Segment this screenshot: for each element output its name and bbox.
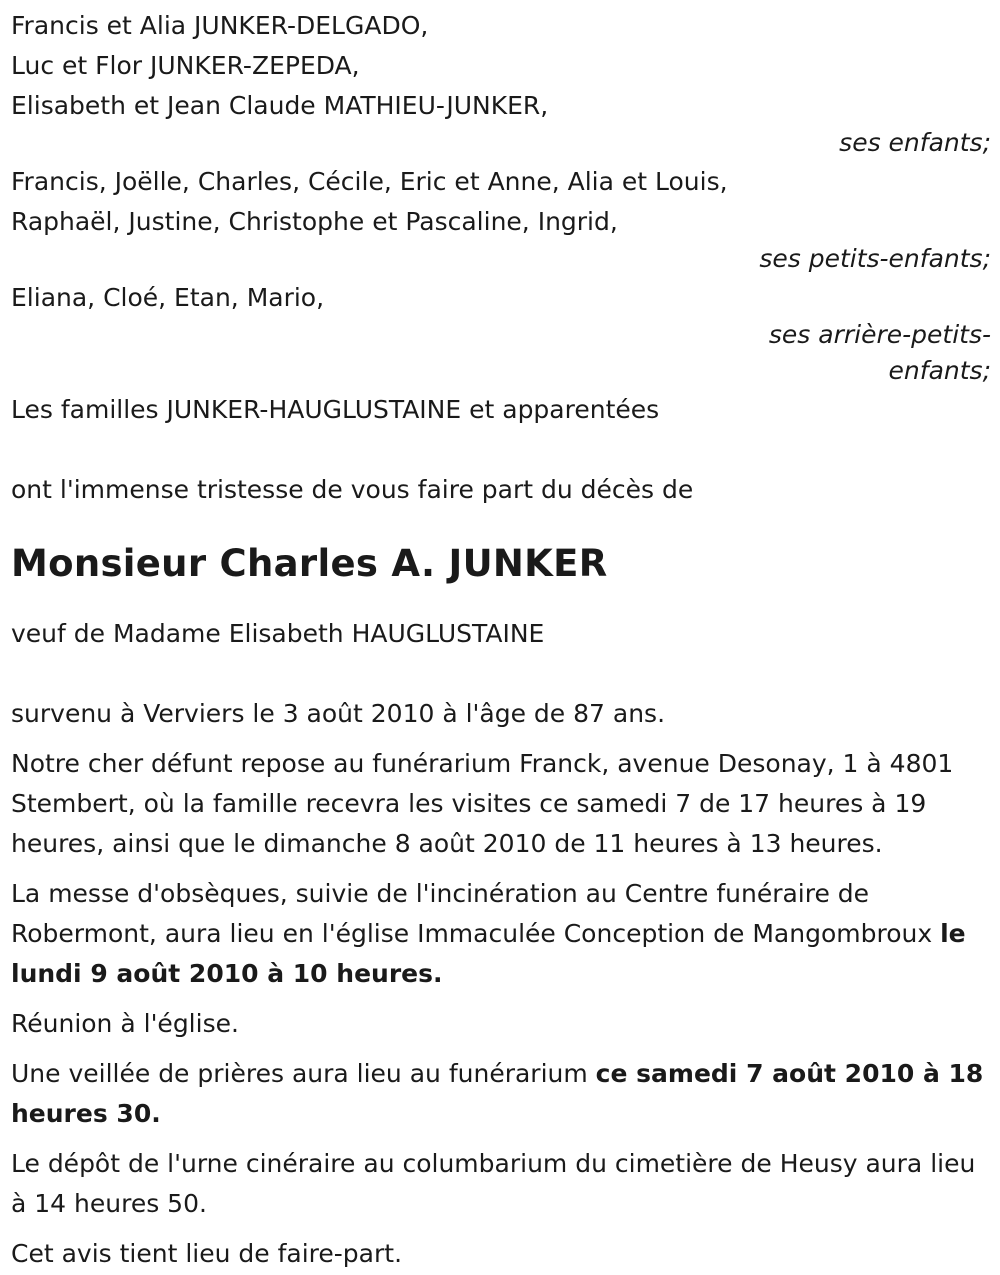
children-line-2: Luc et Flor JUNKER-ZEPEDA, — [11, 51, 360, 80]
announcement: ont l'immense tristesse de vous faire part du décès de — [11, 475, 694, 504]
closing-note: Cet avis tient lieu de faire-part. — [11, 1239, 403, 1268]
great-grandchildren-line: Eliana, Cloé, Etan, Mario, — [11, 283, 325, 312]
mass-info — [11, 874, 991, 994]
families-line: Les familles JUNKER-HAUGLUSTAINE et apparentées — [11, 395, 660, 424]
children-line-1: Francis et Alia JUNKER-DELGADO, — [11, 11, 429, 40]
meeting-info: Réunion à l'église. — [11, 1009, 239, 1038]
grandchildren-line-2: Raphaël, Justine, Christophe et Pascaline, Ingrid, — [11, 207, 618, 236]
mass-date: le lundi 9 août 2010 à 10 heures. — [11, 919, 966, 988]
children-role: ses enfants; — [839, 128, 991, 157]
great-grandchildren-role-1: ses arrière-petits- — [768, 320, 991, 349]
widower-of: veuf de Madame Elisabeth HAUGLUSTAINE — [11, 619, 545, 648]
great-grandchildren-role-2: enfants; — [888, 356, 991, 385]
obituary-notice — [11, 6, 991, 1274]
grandchildren-role: ses petits-enfants; — [759, 244, 991, 273]
children-line-3: Elisabeth et Jean Claude MATHIEU-JUNKER, — [11, 91, 549, 120]
urn-info: Le dépôt de l'urne cinéraire au columbarium du cimetière de Heusy aura lieu à 14 heures 50. — [11, 1149, 976, 1218]
vigil-info — [11, 1054, 991, 1134]
viewing-info: Notre cher défunt repose au funérarium Franck, avenue Desonay, 1 à 4801 Stembert, où la famille recevra les visites ce samedi 7 de 17 heures à 19 heures, ainsi que le dimanche 8 août 2010 de 11 heures à 13 heures. — [11, 749, 954, 858]
vigil-text: Une veillée de prières aura lieu au funérarium — [11, 1059, 596, 1088]
grandchildren-line-1: Francis, Joëlle, Charles, Cécile, Eric et Anne, Alia et Louis, — [11, 167, 728, 196]
mass-text: La messe d'obsèques, suivie de l'incinération au Centre funéraire de Robermont, aura lieu en l'église Immaculée Conception de Mangombroux — [11, 879, 941, 948]
deceased-name: Monsieur Charles A. JUNKER — [11, 542, 608, 585]
vigil-date: ce samedi 7 août 2010 à 18 heures 30. — [11, 1059, 984, 1128]
death-info: survenu à Verviers le 3 août 2010 à l'âge de 87 ans. — [11, 699, 666, 728]
